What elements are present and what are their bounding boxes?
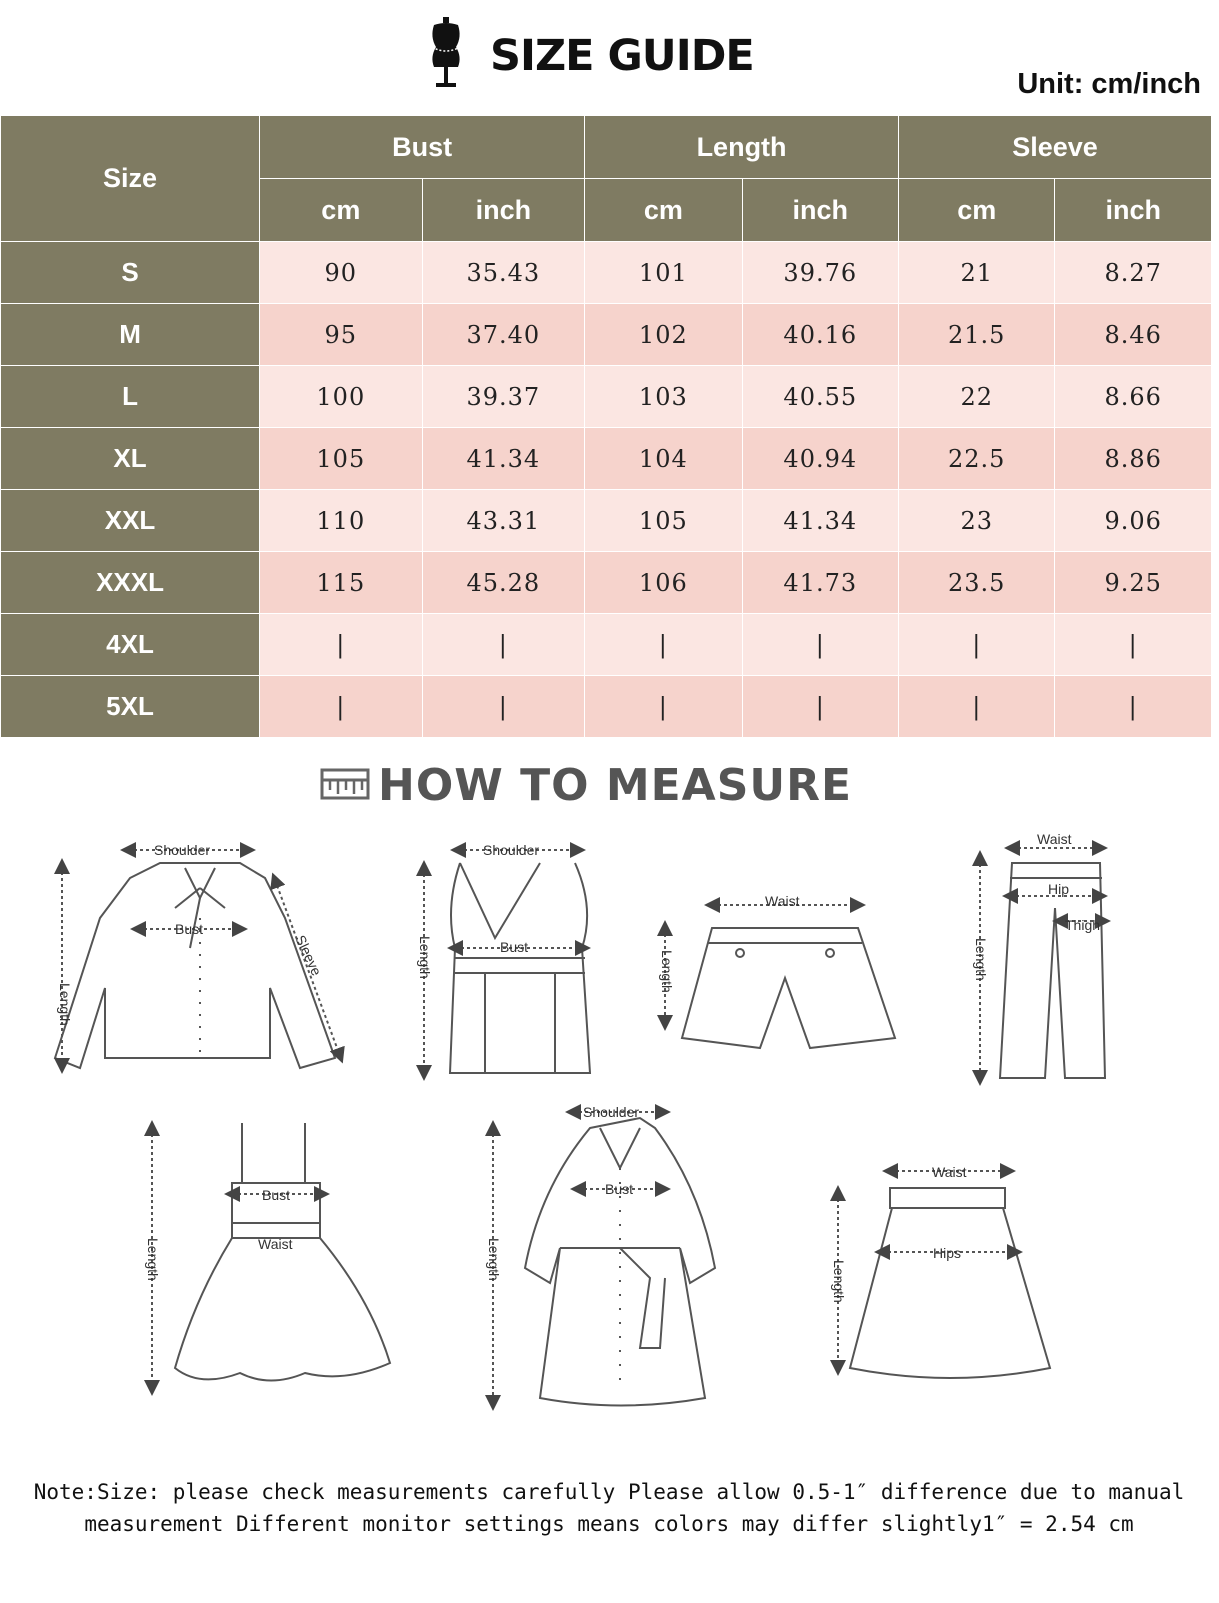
size-cell: 4XL <box>1 614 260 676</box>
size-cell: L <box>1 366 260 428</box>
table-cell: | <box>899 614 1055 676</box>
table-cell: | <box>422 614 585 676</box>
table-cell: 8.66 <box>1055 366 1212 428</box>
size-cell: XL <box>1 428 260 490</box>
label-length: Length <box>486 1238 502 1281</box>
label-hip: Hip <box>1048 881 1070 897</box>
table-row <box>1 552 1212 614</box>
table-cell: 40.55 <box>742 366 898 428</box>
unit-header: cm <box>585 179 742 242</box>
table-cell: | <box>585 676 742 738</box>
table-cell: 39.37 <box>422 366 585 428</box>
table-cell: 22.5 <box>899 428 1055 490</box>
table-cell: 22 <box>899 366 1055 428</box>
table-cell: | <box>1055 676 1212 738</box>
table-cell: 45.28 <box>422 552 585 614</box>
measurement-illustrations <box>0 828 1219 1418</box>
header <box>0 0 1219 115</box>
table-cell: 106 <box>585 552 742 614</box>
unit-header: inch <box>422 179 585 242</box>
table-cell: 105 <box>585 490 742 552</box>
table-row <box>1 242 1212 304</box>
sundress-diagram <box>152 1123 390 1388</box>
unit-label: Unit: cm/inch <box>1017 68 1201 100</box>
size-note: Note:Size: please check measurements carefully Please allow 0.5-1″ difference due to manual measurement Different monitor settings means colors may differ slightly1″ = 2.54 cm <box>33 1480 1185 1536</box>
table-cell: 95 <box>260 304 423 366</box>
size-cell: 5XL <box>1 676 260 738</box>
table-cell: | <box>1055 614 1212 676</box>
table-cell: 40.16 <box>742 304 898 366</box>
table-row <box>1 614 1212 676</box>
size-cell: XXXL <box>1 552 260 614</box>
label-bust: Bust <box>262 1187 291 1203</box>
table-row <box>1 490 1212 552</box>
table-cell: 43.31 <box>422 490 585 552</box>
table-cell: 41.34 <box>742 490 898 552</box>
table-cell: 23.5 <box>899 552 1055 614</box>
table-cell: 35.43 <box>422 242 585 304</box>
table-cell: 9.25 <box>1055 552 1212 614</box>
trench-coat-diagram <box>493 1112 715 1406</box>
group-header-bust: Bust <box>260 116 585 179</box>
table-cell: 9.06 <box>1055 490 1212 552</box>
unit-header: inch <box>742 179 898 242</box>
size-table <box>0 115 1212 738</box>
label-length: Length <box>973 938 989 981</box>
how-to-measure-title: HOW TO MEASURE <box>378 760 853 811</box>
unit-header: cm <box>260 179 423 242</box>
table-cell: 40.94 <box>742 428 898 490</box>
table-row <box>1 304 1212 366</box>
table-cell: | <box>422 676 585 738</box>
table-cell: 23 <box>899 490 1055 552</box>
skirt-diagram <box>838 1171 1050 1378</box>
table-row <box>1 428 1212 490</box>
label-waist: Waist <box>765 893 800 909</box>
dress-form-icon <box>426 17 466 96</box>
table-cell: 8.46 <box>1055 304 1212 366</box>
label-shoulder: Shoulder <box>583 1104 640 1120</box>
table-row <box>1 366 1212 428</box>
label-waist: Waist <box>932 1164 967 1180</box>
table-cell: | <box>260 614 423 676</box>
table-cell: 110 <box>260 490 423 552</box>
table-cell: 104 <box>585 428 742 490</box>
how-to-measure-heading <box>320 760 852 811</box>
table-cell: 41.73 <box>742 552 898 614</box>
label-waist: Waist <box>1037 831 1072 847</box>
unit-header: cm <box>899 179 1055 242</box>
title-wrap <box>426 16 754 96</box>
group-header-length: Length <box>585 116 899 179</box>
table-cell: | <box>742 676 898 738</box>
tank-top-diagram <box>424 850 590 1073</box>
label-shoulder: Shoulder <box>483 842 540 858</box>
table-cell: 105 <box>260 428 423 490</box>
table-cell: 37.40 <box>422 304 585 366</box>
label-length: Length <box>145 1238 161 1281</box>
label-waist: Waist <box>258 1236 293 1252</box>
label-shoulder: Shoulder <box>154 842 211 858</box>
table-cell: 90 <box>260 242 423 304</box>
blouse-diagram <box>55 850 340 1068</box>
table-cell: 8.27 <box>1055 242 1212 304</box>
size-header: Size <box>1 116 260 242</box>
table-cell: 103 <box>585 366 742 428</box>
table-cell: 21 <box>899 242 1055 304</box>
size-cell: XXL <box>1 490 260 552</box>
table-cell: | <box>742 614 898 676</box>
label-bust: Bust <box>500 939 529 955</box>
page-title: SIZE GUIDE <box>490 31 754 81</box>
label-thigh: Thigh <box>1065 917 1101 933</box>
label-length: Length <box>417 936 433 979</box>
pants-diagram <box>980 848 1105 1078</box>
table-cell: 39.76 <box>742 242 898 304</box>
shorts-diagram <box>665 905 895 1048</box>
table-cell: 8.86 <box>1055 428 1212 490</box>
ruler-icon <box>320 764 370 807</box>
table-cell: 101 <box>585 242 742 304</box>
table-row <box>1 676 1212 738</box>
table-cell: 21.5 <box>899 304 1055 366</box>
table-cell: | <box>260 676 423 738</box>
group-header-sleeve: Sleeve <box>899 116 1212 179</box>
label-length: Length <box>659 950 675 993</box>
size-cell: S <box>1 242 260 304</box>
table-cell: 100 <box>260 366 423 428</box>
label-bust: Bust <box>605 1181 634 1197</box>
label-bust: Bust <box>175 921 204 937</box>
table-cell: 102 <box>585 304 742 366</box>
table-cell: 41.34 <box>422 428 585 490</box>
label-sleeve: Sleeve <box>292 932 325 979</box>
unit-header: inch <box>1055 179 1212 242</box>
table-cell: | <box>899 676 1055 738</box>
label-hips: Hips <box>933 1245 962 1261</box>
label-length: Length <box>57 983 73 1026</box>
table-cell: | <box>585 614 742 676</box>
table-cell: 115 <box>260 552 423 614</box>
size-cell: M <box>1 304 260 366</box>
label-length: Length <box>831 1260 847 1303</box>
